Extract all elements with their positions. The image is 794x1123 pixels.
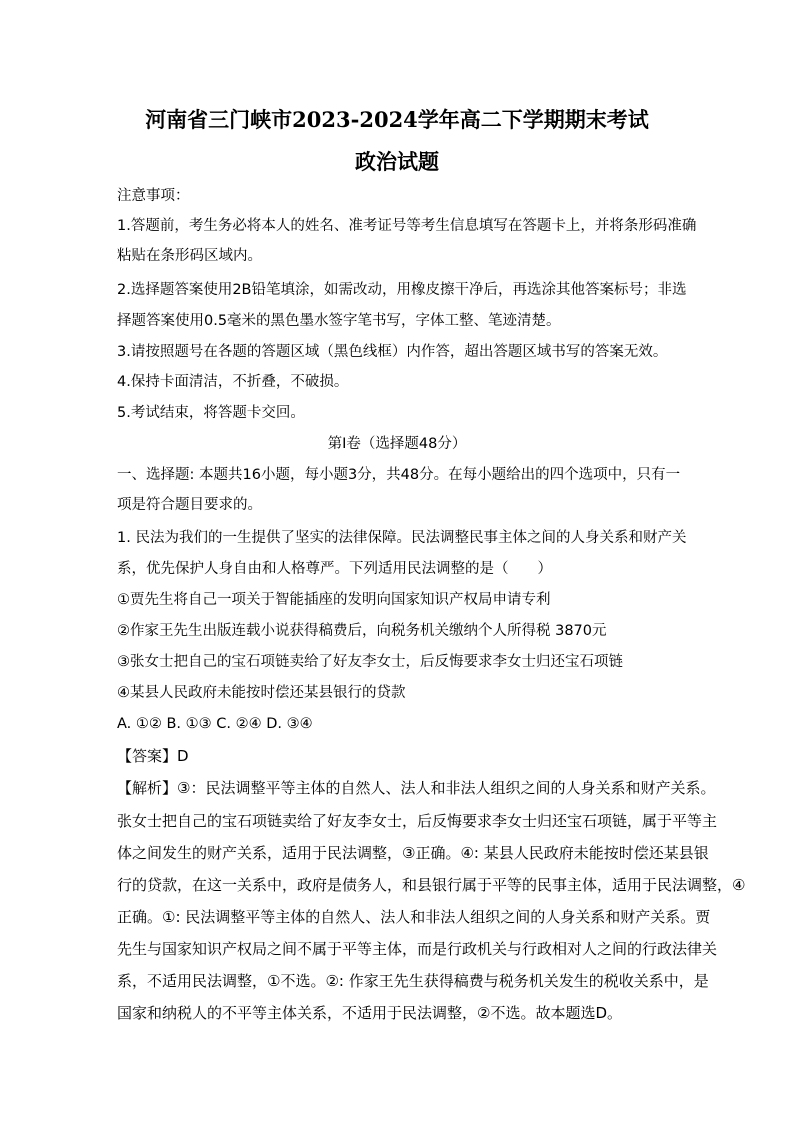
notice-line: 2.选择题答案使用2B铅笔填涂，如需改动，用橡皮擦干净后，再选涂其他答案标号；非选	[117, 282, 687, 298]
notice-line: 5.考试结束，将答题卡交回。	[117, 405, 305, 421]
instruction-line: 一、选择题: 本题共16小题，每小题3分，共48分。在每小题给出的四个选项中，只有一	[117, 467, 681, 483]
notice-heading: 注意事项：	[117, 188, 190, 204]
question-statement: ④某县人民政府未能按时偿还某县银行的贷款	[117, 685, 406, 701]
analysis-line: 体之间发生的财产关系，适用于民法调整，③正确。④: 某县人民政府未能按时偿还某县银	[117, 844, 709, 862]
analysis-line: 国家和纳税人的不平等主体关系，不适用于民法调整，②不选。故本题选D。	[117, 1004, 623, 1022]
question-options: A. ①② B. ①③ C. ②④ D. ③④	[117, 716, 313, 732]
section-title: 第Ⅰ卷（选择题48分）	[327, 436, 467, 452]
answer-line: 【答案】D	[117, 747, 189, 765]
notice-line: 1.答题前，考生务必将本人的姓名、准考证号等考生信息填写在答题卡上，并将条形码准确	[117, 218, 697, 234]
analysis-line: 张女士把自己的宝石项链卖给了好友李女士，后反悔要求李女士归还宝石项链，属于平等主	[117, 812, 718, 830]
instruction-line: 项是符合题目要求的。	[117, 497, 262, 513]
question-statement: ②作家王先生出版连载小说获得稿费后，向税务机关缴纳个人所得税 3870元	[117, 623, 607, 639]
notice-line: 3.请按照题号在各题的答题区域（黑色线框）内作答，超出答题区域书写的答案无效。	[117, 344, 668, 360]
question-statement: ①贾先生将自己一项关于智能插座的发明向国家知识产权局申请专利	[117, 592, 551, 608]
notice-line: 择题答案使用0.5毫米的黑色墨水签字笔书写，字体工整、笔迹清楚。	[117, 313, 561, 329]
analysis-line: 先生与国家知识产权局之间不属于平等主体，而是行政机关与行政相对人之间的行政法律关	[117, 940, 718, 958]
question-stem-line: 1. 民法为我们的一生提供了坚实的法律保障。民法调整民事主体之间的人身关系和财产关	[117, 530, 687, 546]
analysis-line: 正确。①: 民法调整平等主体的自然人、法人和非法人组织之间的人身关系和财产关系。贾	[117, 908, 711, 926]
analysis-line: 【解析】③：民法调整平等主体的自然人、法人和非法人组织之间的人身关系和财产关系。	[117, 779, 716, 797]
analysis-line: 行的贷款，在这一关系中，政府是债务人，和县银行属于平等的民事主体，适用于民法调整，④	[117, 876, 746, 894]
document-subtitle: 政治试题	[355, 149, 439, 174]
notice-line: 粘贴在条形码区域内。	[117, 248, 262, 264]
question-stem-line: 系，优先保护人身自由和人格尊严。下列适用民法调整的是（ ）	[117, 561, 552, 577]
document-title: 河南省三门峡市2023-2024学年高二下学期期末考试	[145, 107, 649, 132]
question-statement: ③张女士把自己的宝石项链卖给了好友李女士，后反悔要求李女士归还宝石项链	[117, 654, 623, 670]
notice-line: 4.保持卡面清洁，不折叠，不破损。	[117, 374, 349, 390]
analysis-line: 系，不适用民法调整，①不选。②: 作家王先生获得稿费与税务机关发生的税收关系中，是	[117, 972, 709, 990]
